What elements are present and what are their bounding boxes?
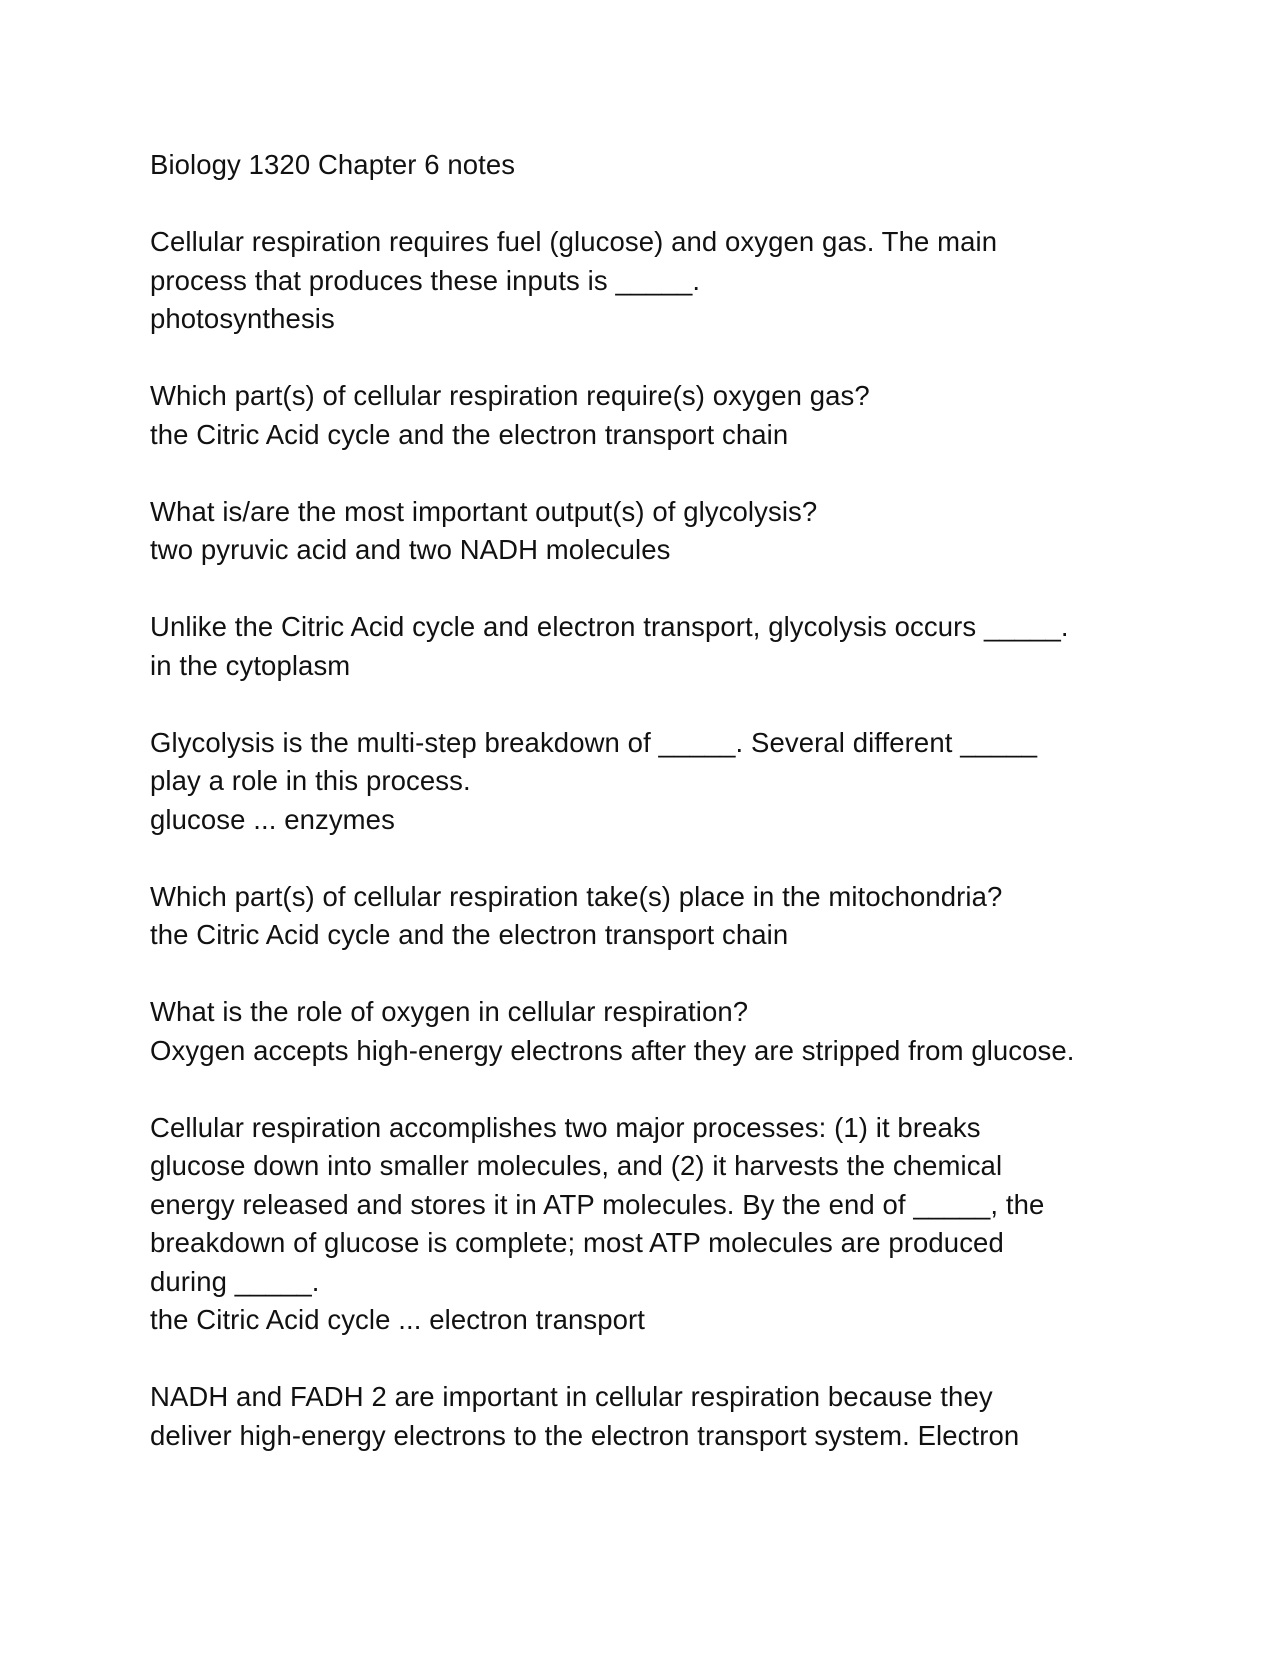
question-line: What is/are the most important output(s) of glycolysis? <box>150 495 818 527</box>
question-line: breakdown of glucose is complete; most ATP molecules are produced <box>150 1227 1004 1258</box>
question-line: Which part(s) of cellular respiration take(s) place in the mitochondria? <box>150 880 1003 912</box>
qa-item-8 <box>150 1109 1150 1340</box>
qa-item-6 <box>150 878 1150 955</box>
question-line: deliver high-energy electrons to the electron transport system. Electron <box>150 1419 1020 1451</box>
answer-line: the Citric Acid cycle and the electron transport chain <box>150 919 789 950</box>
qa-item-5 <box>150 724 1150 840</box>
qa-item-4 <box>150 608 1150 685</box>
document-content <box>150 146 1150 1494</box>
question-line: What is the role of oxygen in cellular respiration? <box>150 996 749 1027</box>
answer-line: the Citric Acid cycle ... electron transport <box>150 1304 646 1335</box>
answer-line: the Citric Acid cycle and the electron transport chain <box>150 418 789 450</box>
question-line: Cellular respiration requires fuel (glucose) and oxygen gas. The main <box>150 226 998 257</box>
qa-item-7 <box>150 993 1150 1070</box>
question-line: during _____. <box>150 1265 320 1297</box>
question-line: process that produces these inputs is _____. <box>150 264 701 296</box>
qa-item-3 <box>150 493 1150 570</box>
document-title: Biology 1320 Chapter 6 notes <box>150 149 516 180</box>
answer-line: photosynthesis <box>150 303 335 334</box>
question-line: energy released and stores it in ATP molecules. By the end of _____, the <box>150 1188 1045 1220</box>
answer-line: two pyruvic acid and two NADH molecules <box>150 534 671 565</box>
question-line: play a role in this process. <box>150 765 471 796</box>
answer-line: in the cytoplasm <box>150 649 351 681</box>
qa-item-2 <box>150 377 1150 454</box>
question-line: Unlike the Citric Acid cycle and electron transport, glycolysis occurs _____. <box>150 611 1069 642</box>
answer-line: Oxygen accepts high-energy electrons after they are stripped from glucose. <box>150 1034 1075 1066</box>
question-line: Glycolysis is the multi-step breakdown of _____. Several different _____ <box>150 726 1038 758</box>
question-line: Cellular respiration accomplishes two major processes: (1) it breaks <box>150 1111 981 1143</box>
answer-line: glucose ... enzymes <box>150 803 395 835</box>
qa-item-9 <box>150 1378 1150 1455</box>
question-line: Which part(s) of cellular respiration require(s) oxygen gas? <box>150 380 870 411</box>
qa-item-1 <box>150 223 1150 339</box>
question-line: NADH and FADH 2 are important in cellular respiration because they <box>150 1381 993 1412</box>
question-line: glucose down into smaller molecules, and (2) it harvests the chemical <box>150 1150 1003 1181</box>
